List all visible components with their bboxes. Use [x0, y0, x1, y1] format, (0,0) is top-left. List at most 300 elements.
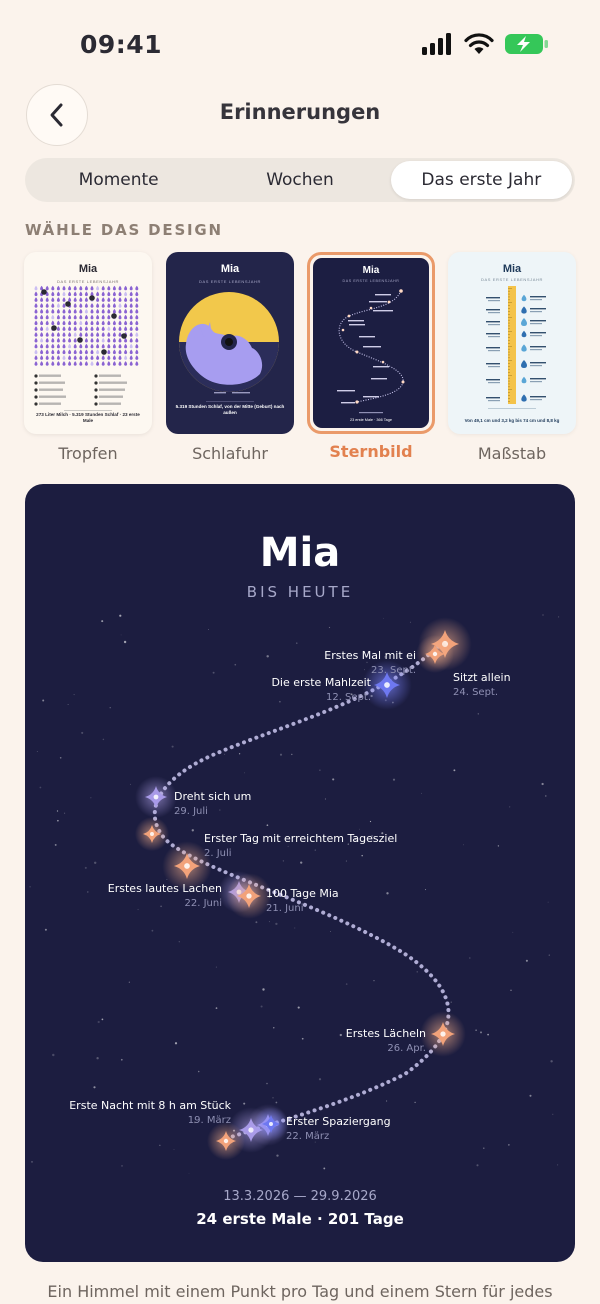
- drop-dot: [35, 309, 38, 314]
- milestone-label: Erste Nacht mit 8 h am Stück: [69, 1099, 231, 1112]
- drop-dot: [51, 297, 54, 302]
- drops-grid: [35, 286, 139, 366]
- drop-marker: [111, 313, 117, 319]
- drop-dot: [68, 361, 71, 366]
- background-star: [192, 829, 194, 831]
- design-name-schlafuhr: Schlafuhr: [192, 444, 268, 463]
- drop-dot: [102, 326, 105, 331]
- drop-dot: [46, 303, 49, 308]
- background-star: [267, 824, 269, 826]
- drop-dot: [79, 321, 82, 326]
- drop-dot: [79, 361, 82, 366]
- drop-dot: [46, 321, 49, 326]
- drop-dot: [68, 286, 71, 291]
- drop-dot: [46, 309, 49, 314]
- drop-dot: [35, 326, 38, 331]
- background-star: [346, 983, 348, 985]
- design-thumb-schlafuhr: [166, 252, 294, 434]
- signal-icon: [422, 33, 454, 55]
- tab-momente[interactable]: Momente: [78, 170, 159, 190]
- drop-dot: [63, 286, 66, 291]
- drop-dot: [57, 315, 60, 320]
- design-option-schlafuhr[interactable]: [166, 252, 294, 463]
- background-star: [261, 1005, 263, 1007]
- growth-drop: [522, 331, 527, 337]
- drop-dot: [74, 355, 77, 360]
- drop-dot: [113, 361, 116, 366]
- milestone-date: 26. Apr.: [387, 1043, 426, 1054]
- drop-dot: [113, 303, 116, 308]
- drop-dot: [51, 350, 54, 355]
- drop-dot: [119, 338, 122, 343]
- drop-dot: [40, 338, 43, 343]
- design-thumb-sternbild: [307, 252, 435, 434]
- drop-dot: [102, 321, 105, 326]
- background-star: [96, 1057, 98, 1059]
- drop-dot: [74, 303, 77, 308]
- drop-dot: [85, 355, 88, 360]
- drop-dot: [91, 332, 94, 337]
- background-star: [124, 641, 126, 643]
- background-star: [37, 751, 38, 752]
- background-star: [280, 754, 282, 756]
- drop-dot: [63, 321, 66, 326]
- drop-dot: [124, 344, 127, 349]
- background-star: [74, 694, 75, 695]
- drop-dot: [130, 321, 133, 326]
- background-star: [509, 806, 510, 807]
- drop-dot: [130, 303, 133, 308]
- drop-dot: [96, 286, 99, 291]
- schlafuhr-card-subtitle: DAS ERSTE LEBENSJAHR: [198, 279, 262, 284]
- background-star: [174, 1149, 175, 1150]
- drop-dot: [91, 309, 94, 314]
- drop-dot: [107, 361, 110, 366]
- background-star: [548, 902, 549, 903]
- background-star: [487, 1034, 489, 1036]
- background-star: [102, 1019, 104, 1021]
- drop-dot: [51, 361, 54, 366]
- drop-dot: [68, 309, 71, 314]
- drop-dot: [79, 326, 82, 331]
- drop-dot: [35, 321, 38, 326]
- drop-dot: [96, 292, 99, 297]
- growth-drop: [521, 306, 526, 313]
- drop-dot: [51, 309, 54, 314]
- drop-dot: [102, 332, 105, 337]
- drop-dot: [135, 326, 138, 331]
- drop-dot: [135, 286, 138, 291]
- drop-dot: [35, 292, 38, 297]
- background-star: [508, 1144, 509, 1145]
- drop-dot: [74, 309, 77, 314]
- drop-dot: [74, 344, 77, 349]
- drop-dot: [113, 344, 116, 349]
- drop-dot: [63, 332, 66, 337]
- status-bar: [0, 0, 600, 88]
- drop-dot: [135, 361, 138, 366]
- drop-dot: [57, 303, 60, 308]
- drop-dot: [57, 355, 60, 360]
- drop-dot: [135, 344, 138, 349]
- background-star: [296, 643, 297, 644]
- drop-dot: [51, 315, 54, 320]
- drop-dot: [119, 326, 122, 331]
- drop-dot: [102, 344, 105, 349]
- milestone-label: Erster Tag mit erreichtem Tagesziel: [204, 832, 398, 845]
- background-star: [373, 980, 374, 981]
- background-star: [243, 1103, 245, 1105]
- drop-dot: [130, 338, 133, 343]
- background-star: [302, 1038, 304, 1040]
- drop-dot: [124, 361, 127, 366]
- background-star: [55, 844, 57, 846]
- background-star: [386, 892, 388, 894]
- drop-dot: [40, 361, 43, 366]
- drop-dot: [63, 292, 66, 297]
- drop-dot: [124, 292, 127, 297]
- background-star: [279, 701, 281, 703]
- drop-dot: [96, 350, 99, 355]
- sternbild-card-title: Mia: [362, 265, 380, 276]
- drop-dot: [35, 332, 38, 337]
- background-star: [558, 616, 559, 617]
- background-star: [541, 783, 543, 785]
- growth-drop: [522, 377, 527, 383]
- drop-dot: [85, 286, 88, 291]
- background-star: [216, 1007, 218, 1009]
- drop-dot: [85, 303, 88, 308]
- drop-dot: [35, 338, 38, 343]
- background-star: [272, 1097, 274, 1099]
- drop-dot: [63, 338, 66, 343]
- drop-dot: [107, 321, 110, 326]
- drop-dot: [68, 332, 71, 337]
- milestone-date: 22. März: [286, 1131, 330, 1142]
- drop-dot: [91, 303, 94, 308]
- drop-dot: [63, 303, 66, 308]
- drop-dot: [79, 355, 82, 360]
- drop-dot: [40, 315, 43, 320]
- drop-dot: [68, 315, 71, 320]
- drop-dot: [46, 350, 49, 355]
- drop-marker: [77, 337, 83, 343]
- drop-dot: [85, 332, 88, 337]
- drop-dot: [130, 286, 133, 291]
- growth-drop: [521, 360, 527, 368]
- background-star: [179, 941, 180, 942]
- sternbild-preview: [25, 484, 575, 1262]
- drop-dot: [74, 332, 77, 337]
- drop-dot: [40, 350, 43, 355]
- background-star: [364, 669, 365, 670]
- drop-dot: [68, 326, 71, 331]
- drop-dot: [40, 344, 43, 349]
- background-star: [275, 923, 277, 925]
- nav-bar: [0, 84, 600, 146]
- drop-dot: [130, 326, 133, 331]
- drop-dot: [57, 297, 60, 302]
- drop-dot: [107, 332, 110, 337]
- drop-dot: [107, 309, 110, 314]
- milestone-label: Die erste Mahlzeit: [271, 676, 371, 689]
- section-label: WÄHLE DAS DESIGN: [25, 221, 223, 239]
- background-star: [90, 797, 91, 798]
- milestone-date: 12. Sept.: [325, 692, 371, 703]
- design-name-sternbild: Sternbild: [329, 442, 413, 461]
- background-star: [512, 932, 513, 933]
- background-star: [483, 1147, 484, 1148]
- background-star: [510, 990, 511, 991]
- background-star: [31, 1161, 33, 1163]
- background-star: [152, 930, 154, 932]
- drop-dot: [119, 350, 122, 355]
- milestone-label: Dreht sich um: [174, 790, 252, 803]
- background-star: [463, 844, 464, 845]
- drop-dot: [68, 297, 71, 302]
- background-star: [294, 928, 295, 929]
- drop-dot: [57, 326, 60, 331]
- drop-dot: [119, 332, 122, 337]
- drop-dot: [35, 350, 38, 355]
- massstab-ruler: [508, 286, 516, 404]
- massstab-card-title: Mia: [502, 263, 522, 275]
- design-thumb-massstab: [448, 252, 576, 434]
- drop-dot: [102, 361, 105, 366]
- drop-dot: [119, 315, 122, 320]
- drop-dot: [51, 303, 54, 308]
- drop-dot: [91, 315, 94, 320]
- drop-dot: [96, 332, 99, 337]
- background-star: [175, 1042, 177, 1044]
- background-star: [361, 855, 363, 857]
- background-star: [329, 627, 330, 628]
- growth-drop: [521, 394, 526, 401]
- drop-dot: [57, 361, 60, 366]
- drop-dot: [40, 309, 43, 314]
- drop-dot: [91, 326, 94, 331]
- drop-dot: [119, 292, 122, 297]
- drop-dot: [79, 350, 82, 355]
- background-star: [40, 787, 42, 789]
- background-star: [451, 1002, 452, 1003]
- drop-dot: [102, 315, 105, 320]
- background-star: [130, 784, 131, 785]
- tab-das-erste-jahr[interactable]: Das erste Jahr: [391, 161, 572, 199]
- drop-dot: [124, 350, 127, 355]
- drop-dot: [85, 350, 88, 355]
- drop-dot: [79, 344, 82, 349]
- drop-dot: [119, 321, 122, 326]
- tropfen-legend: [34, 374, 127, 405]
- drop-dot: [79, 315, 82, 320]
- tropfen-card-subtitle: DAS ERSTE LEBENSJAHR: [56, 279, 120, 284]
- drop-dot: [124, 315, 127, 320]
- drop-dot: [51, 332, 54, 337]
- drop-dot: [135, 292, 138, 297]
- drop-dot: [113, 350, 116, 355]
- drop-dot: [124, 303, 127, 308]
- massstab-card-footer: Von 49,1 cm und 3,2 kg bis 74 cm und 8,8 kg: [464, 418, 560, 423]
- milestone-date: 21. Juni: [266, 903, 304, 914]
- drop-dot: [96, 321, 99, 326]
- drop-dot: [113, 326, 116, 331]
- background-star: [93, 1086, 95, 1088]
- drop-dot: [91, 321, 94, 326]
- drop-dot: [35, 303, 38, 308]
- preview-title: Mia: [259, 530, 341, 576]
- drop-dot: [63, 361, 66, 366]
- drop-dot: [113, 292, 116, 297]
- drop-dot: [46, 355, 49, 360]
- drop-dot: [51, 286, 54, 291]
- drop-dot: [40, 297, 43, 302]
- design-name-tropfen: Tropfen: [58, 444, 118, 463]
- drop-dot: [96, 355, 99, 360]
- milestone-date: 29. Juli: [174, 806, 208, 817]
- drop-dot: [107, 344, 110, 349]
- background-star: [121, 634, 122, 635]
- drop-dot: [68, 350, 71, 355]
- drop-dot: [68, 292, 71, 297]
- drop-dot: [85, 321, 88, 326]
- sternbild-card-footer: 23 erste Male · 366 Tage: [350, 418, 392, 422]
- drop-dot: [102, 297, 105, 302]
- drop-dot: [96, 303, 99, 308]
- drop-dot: [85, 338, 88, 343]
- background-star: [110, 707, 111, 708]
- background-star: [545, 795, 546, 796]
- drop-dot: [35, 344, 38, 349]
- drop-dot: [46, 361, 49, 366]
- background-star: [216, 967, 217, 968]
- drop-dot: [119, 344, 122, 349]
- milestone-label: 100 Tage Mia: [266, 887, 339, 900]
- background-star: [119, 615, 121, 617]
- drop-dot: [74, 292, 77, 297]
- drop-dot: [85, 309, 88, 314]
- drop-dot: [113, 332, 116, 337]
- drop-dot: [85, 326, 88, 331]
- drop-dot: [130, 292, 133, 297]
- drop-dot: [74, 321, 77, 326]
- drop-dot: [113, 338, 116, 343]
- sternbild-card-subtitle: DAS ERSTE LEBENSJAHR: [342, 279, 400, 283]
- drop-dot: [63, 297, 66, 302]
- drop-dot: [57, 292, 60, 297]
- background-star: [370, 821, 371, 822]
- milestone-date: 24. Sept.: [453, 687, 499, 698]
- drop-dot: [57, 350, 60, 355]
- growth-drop: [522, 295, 527, 301]
- drop-dot: [135, 297, 138, 302]
- background-star: [550, 1060, 552, 1062]
- drop-dot: [57, 286, 60, 291]
- drop-dot: [74, 338, 77, 343]
- drop-dot: [119, 355, 122, 360]
- background-star: [129, 982, 130, 983]
- milestone-label: Erstes Mal mit ei: [324, 649, 416, 662]
- background-star: [298, 1007, 300, 1009]
- growth-drop: [521, 318, 527, 326]
- background-star: [476, 1164, 478, 1166]
- background-star: [269, 921, 270, 922]
- design-option-tropfen[interactable]: [24, 252, 152, 463]
- background-star: [480, 1031, 482, 1033]
- background-star: [542, 614, 543, 615]
- drop-dot: [107, 338, 110, 343]
- drop-dot: [135, 332, 138, 337]
- background-star: [87, 891, 88, 892]
- drop-dot: [51, 321, 54, 326]
- drop-marker: [101, 349, 107, 355]
- background-star: [417, 971, 418, 972]
- background-star: [244, 773, 245, 774]
- drop-dot: [113, 355, 116, 360]
- massstab-card-subtitle: DAS ERSTE LEBENSJAHR: [480, 277, 544, 282]
- drop-dot: [74, 361, 77, 366]
- background-star: [224, 754, 225, 755]
- drop-dot: [135, 350, 138, 355]
- drop-dot: [46, 297, 49, 302]
- background-star: [383, 618, 384, 619]
- drop-dot: [130, 361, 133, 366]
- drop-dot: [85, 315, 88, 320]
- tab-wochen[interactable]: Wochen: [266, 170, 334, 190]
- background-star: [325, 799, 326, 800]
- background-star: [266, 655, 268, 657]
- drop-dot: [79, 292, 82, 297]
- background-star: [469, 957, 471, 959]
- drop-dot: [79, 303, 82, 308]
- drop-dot: [63, 344, 66, 349]
- background-star: [410, 622, 411, 623]
- drop-marker: [51, 325, 57, 331]
- drop-dot: [74, 350, 77, 355]
- drop-dot: [135, 309, 138, 314]
- drop-dot: [68, 355, 71, 360]
- drop-dot: [107, 286, 110, 291]
- background-star: [552, 1114, 553, 1115]
- drop-dot: [102, 309, 105, 314]
- drop-dot: [130, 350, 133, 355]
- drop-dot: [96, 338, 99, 343]
- drop-dot: [63, 315, 66, 320]
- design-option-massstab[interactable]: [448, 252, 576, 463]
- background-star: [81, 732, 83, 734]
- drop-dot: [79, 297, 82, 302]
- drop-dot: [35, 355, 38, 360]
- drop-dot: [96, 326, 99, 331]
- drop-dot: [113, 309, 116, 314]
- drop-dot: [68, 338, 71, 343]
- drop-dot: [40, 332, 43, 337]
- milestone-date: 23. Sept.: [370, 665, 416, 676]
- drop-dot: [40, 326, 43, 331]
- background-star: [414, 1102, 415, 1103]
- background-star: [529, 1095, 531, 1097]
- background-star: [85, 867, 87, 869]
- drop-dot: [107, 350, 110, 355]
- design-option-sternbild[interactable]: [307, 252, 435, 461]
- drop-dot: [96, 361, 99, 366]
- drop-dot: [79, 286, 82, 291]
- drop-dot: [91, 338, 94, 343]
- background-star: [393, 779, 395, 781]
- drop-dot: [35, 297, 38, 302]
- background-star: [208, 629, 209, 630]
- sternbild-mini-labels: [337, 294, 393, 403]
